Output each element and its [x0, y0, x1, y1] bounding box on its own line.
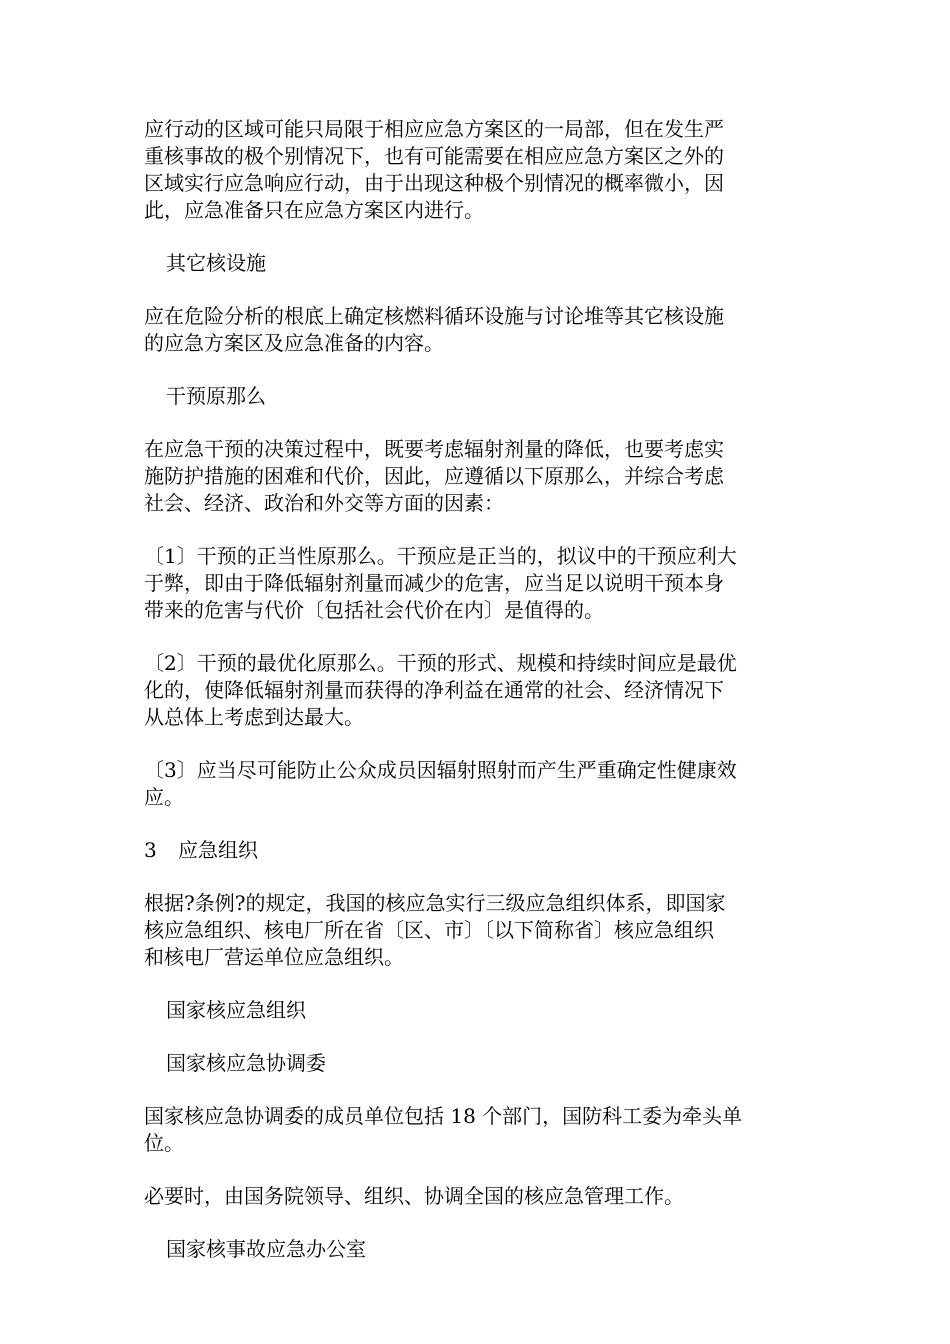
paragraph-principle-1: [144, 543, 809, 624]
text-line: 从总体上考虑到达最大。: [144, 705, 364, 729]
text-line: 在应急干预的决策过程中，既要考虑辐射剂量的降低，也要考虑实: [144, 437, 724, 461]
paragraph-state-council: [144, 1183, 809, 1210]
text-line: 应。: [144, 785, 184, 809]
text-line: 施防护措施的困难和代价，因此，应遵循以下原那么，并综合考虑: [144, 464, 724, 488]
text-line: 应行动的区域可能只局限于相应应急方案区的一局部，但在发生严: [144, 117, 724, 141]
text-line: 位。: [144, 1131, 184, 1155]
text-line: 国家核应急协调委的成员单位包括 18 个部门，国防科工委为牵头单: [144, 1104, 743, 1128]
text-line: 带来的危害与代价〔包括社会代价在内〕是值得的。: [144, 598, 604, 622]
paragraph-emergency-zone: [144, 116, 809, 224]
document-body: [144, 116, 809, 1289]
text-line: 此，应急准备只在应急方案区内进行。: [144, 198, 484, 222]
paragraph-principle-3: [144, 757, 809, 811]
heading-intervention-principle: 干预原那么: [166, 384, 266, 408]
paragraph-intervention-decision: [144, 436, 809, 517]
paragraph-principle-2: [144, 650, 809, 731]
text-line: 重核事故的极个别情况下，也有可能需要在相应应急方案区之外的: [144, 144, 724, 168]
section-number: 3: [144, 838, 157, 862]
text-line: 化的，使降低辐射剂量而获得的净利益在通常的社会、经济情况下: [144, 678, 724, 702]
heading-national-organization: 国家核应急组织: [166, 998, 306, 1022]
text-line: 的应急方案区及应急准备的内容。: [144, 331, 444, 355]
text-line: 〔2〕干预的最优化原那么。干预的形式、规模和持续时间应是最优: [144, 651, 737, 675]
text-line: 根据?条例?的规定，我国的核应急实行三级应急组织体系，即国家: [144, 891, 726, 915]
text-line: 核应急组织、核电厂所在省〔区、市〕〔以下简称省〕核应急组织: [144, 918, 714, 942]
heading-national-office: 国家核事故应急办公室: [166, 1237, 366, 1261]
section-title: 应急组织: [178, 838, 258, 862]
text-line: 于弊，即由于降低辐射剂量而减少的危害，应当足以说明干预本身: [144, 571, 724, 595]
paragraph-other-facilities: [144, 303, 809, 357]
heading-national-committee: 国家核应急协调委: [166, 1051, 326, 1075]
text-line: 必要时，由国务院领导、组织、协调全国的核应急管理工作。: [144, 1184, 684, 1208]
heading-other-facilities: 其它核设施: [166, 251, 266, 275]
text-line: 和核电厂营运单位应急组织。: [144, 945, 404, 969]
paragraph-committee-members: [144, 1103, 809, 1157]
text-line: 区域实行应急响应行动，由于出现这种极个别情况的概率微小，因: [144, 171, 724, 195]
text-line: 社会、经济、政治和外交等方面的因素：: [144, 491, 504, 515]
paragraph-organization-system: [144, 890, 809, 971]
text-line: 〔1〕干预的正当性原那么。干预应是正当的，拟议中的干预应利大: [144, 544, 737, 568]
heading-section-3: [144, 837, 809, 864]
text-line: 应在危险分析的根底上确定核燃料循环设施与讨论堆等其它核设施: [144, 304, 724, 328]
text-line: 〔3〕应当尽可能防止公众成员因辐射照射而产生严重确定性健康效: [144, 758, 737, 782]
